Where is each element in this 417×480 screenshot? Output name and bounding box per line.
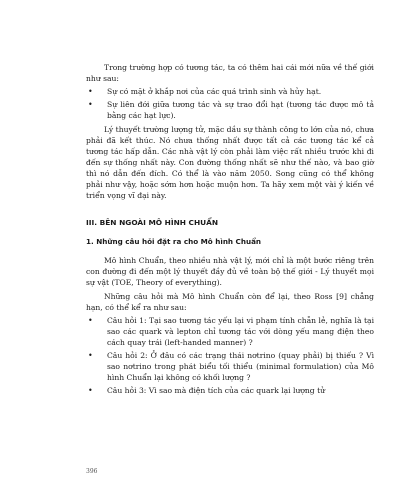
questions-list	[86, 315, 374, 396]
bullet-text: Sự liên đới giữa tương tác và sự trao đổi hạt (tương tác được mô tả bằng các hạt lực).	[107, 100, 374, 120]
list-item	[86, 99, 374, 121]
intro-bullet-list	[86, 86, 374, 121]
bullet-icon: •	[88, 351, 93, 360]
standard-model-paragraph: Mô hình Chuẩn, theo nhiều nhà vật lý, mới chỉ là một bước riêng trên con đường đi đến một lý thuyết đầy đủ về toàn bộ thế giới - Lý thuyết mọi sự vật (TOE, Theory of everything).	[86, 256, 374, 287]
page-content	[86, 62, 374, 399]
bullet-text: Sự có mặt ở khắp nơi của các quá trình sinh và hủy hạt.	[107, 87, 322, 96]
list-item	[86, 315, 374, 348]
subsection-heading: 1. Những câu hỏi đặt ra cho Mô hình Chuẩn	[86, 237, 262, 246]
bullet-icon: •	[88, 100, 93, 109]
bullet-icon: •	[88, 87, 93, 96]
theory-paragraph: Lý thuyết trường lượng tử, mặc dầu sự thành công to lớn của nó, chưa phải đã kết thúc. Nó chưa thống nhất được tất cả các tương tác kể cả tương tác hấp dẫn. Các nhà vật lý còn phải làm việc rất nhiều trước khi đi đến sự thống nhất này. Con đường thống nhất sẽ như thế nào, và bao giờ thì nó dẫn đến đích. Có thể là vào năm 2050. Song cũng có thể không phải như vậy, hoặc sớm hơn hoặc muộn hơn. Ta hãy xem một vài ý kiến về triển vọng vĩ đại này.	[86, 125, 374, 200]
intro-paragraph: Trong trường hợp có tương tác, ta có thêm hai cái mới nữa về thế giới như sau:	[86, 63, 374, 83]
list-item	[86, 86, 374, 97]
section-heading: III. BÊN NGOÀI MÔ HÌNH CHUẨN	[86, 218, 219, 227]
list-item	[86, 350, 374, 383]
question-text: Câu hỏi 3: Vì sao mà điện tích của các quark lại lượng tử	[107, 386, 326, 395]
question-text: Câu hỏi 2: Ở đâu có các trạng thái nơtrino (quay phải) bị thiếu ? Vì sao nơtrino trong phát biểu tối thiểu (minimal formulation) của Mô hình Chuẩn lại không có khối lượng ?	[107, 351, 374, 382]
questions-intro-paragraph: Những câu hỏi mà Mô hình Chuẩn còn để lại, theo Ross [9] chẳng hạn, có thể kể ra như sau:	[86, 292, 374, 312]
list-item	[86, 385, 374, 396]
page-number: 396	[86, 468, 98, 475]
question-text: Câu hỏi 1: Tại sao tương tác yếu lại vi phạm tính chẵn lẻ, nghĩa là tại sao các quark và lepton chỉ tương tác với dòng yếu mang điện theo cách quay trái (left-handed manner) ?	[107, 316, 374, 347]
bullet-icon: •	[88, 316, 93, 325]
bullet-icon: •	[88, 386, 93, 395]
